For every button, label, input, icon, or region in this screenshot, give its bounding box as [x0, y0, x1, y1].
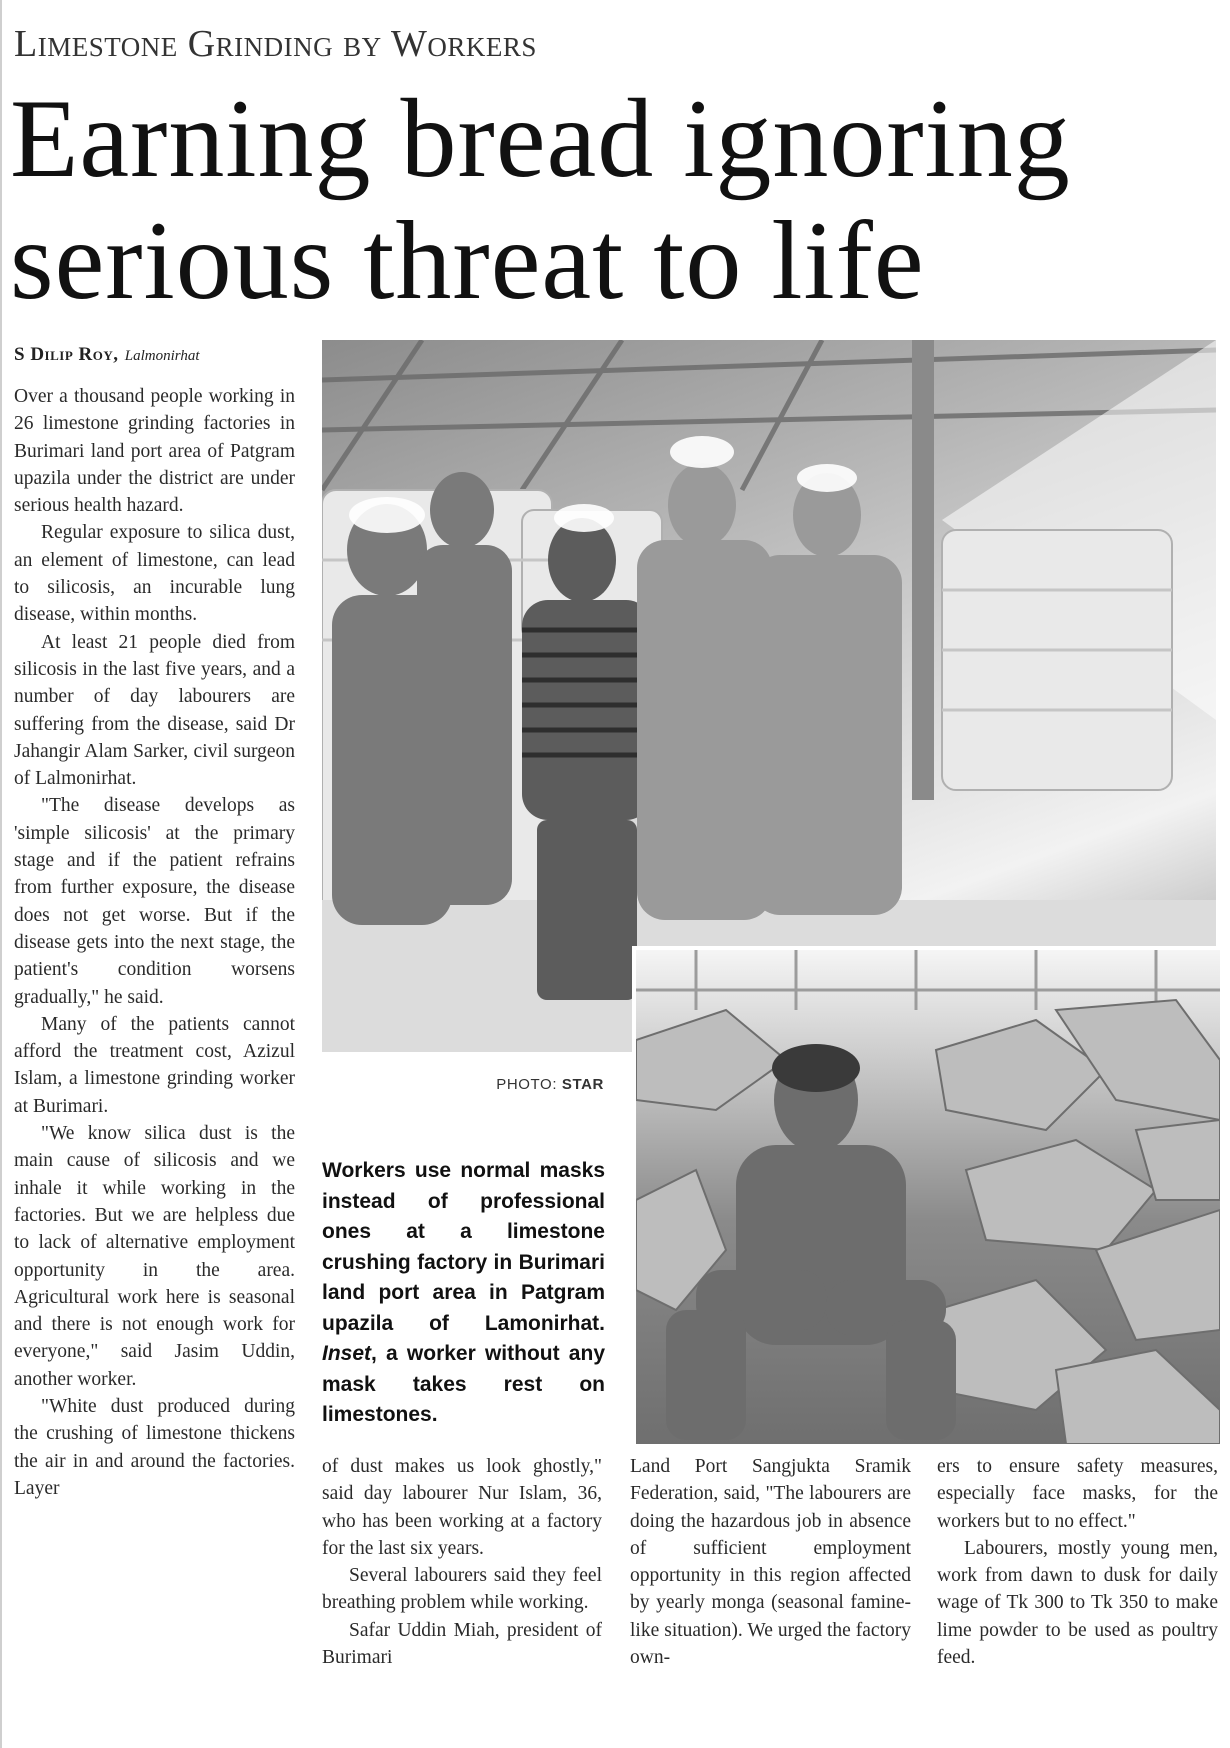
paragraph: Regular exposure to silica dust, an element of limestone, can lead to silicosis, an incurable lung disease, within months.: [14, 522, 295, 626]
paragraph: Many of the patients cannot afford the treatment cost, Azizul Islam, a limestone grinding worker at Burimari.: [14, 1013, 295, 1117]
paragraph-continued: of dust makes us look ghostly," said day labourer Nur Islam, 36, who has been working at a factory for the last six years.: [322, 1456, 602, 1559]
left-margin-rule: [0, 0, 2, 1748]
article-column-1: [14, 383, 295, 1502]
paragraph-continued: Land Port Sangjukta Sramik Federation, said, "The labourers are doing the hazardous job in absence of sufficient employment opportunity in this region affected by yearly monga (seasonal famine-like situation). We urged the factory own-: [630, 1456, 911, 1669]
byline-author: S Dilip Roy,: [14, 344, 119, 365]
kicker: Limestone Grinding by Workers: [14, 23, 537, 65]
byline-place: Lalmonirhat: [124, 348, 200, 364]
paragraph-continued: ers to ensure safety measures, especially face masks, for the workers but to no effect.": [937, 1456, 1218, 1532]
headline-line-2: serious threat to life: [10, 199, 925, 323]
photo-caption: [322, 1156, 605, 1431]
inset-photo-illustration: [636, 950, 1220, 1444]
paragraph: "We know silica dust is the main cause of silicosis and we inhale it while working in the factories. But we are helpless due to lack of alternative employment opportunity in the area. Agricultural work here is seasonal and there is not enough work for everyone," said Jasim Uddin, another worker.: [14, 1123, 295, 1390]
caption-text: Workers use normal masks instead of professional ones at a limestone crushing factory in Burimari land port area in Patgram upazila of Lamonirhat.: [322, 1159, 605, 1335]
caption-text-end: , a worker without any mask takes rest on limestones.: [322, 1342, 605, 1426]
headline-line-1: Earning bread ignoring: [10, 77, 1071, 201]
paragraph: Labourers, mostly young men, work from dawn to dusk for daily wage of Tk 300 to Tk 350 to make lime powder to be used as poultry feed.: [937, 1537, 1218, 1669]
photo-credit-source: STAR: [561, 1076, 604, 1093]
paragraph: "The disease develops as 'simple silicosis' at the primary stage and if the patient refrains from further exposure, the disease does not get worse. But if the disease gets into the next stage, the patient's condition worsens gradually," he said.: [14, 795, 295, 1008]
inset-photo: [632, 946, 1224, 1448]
caption-inset-word: Inset: [322, 1342, 372, 1365]
photo-credit: [488, 1076, 604, 1093]
paragraph: Several labourers said they feel breathing problem while working.: [322, 1565, 602, 1614]
paragraph: "White dust produced during the crushing of limestone thickens the air in and around the factories. Layer: [14, 1395, 295, 1499]
headline: [10, 78, 1220, 322]
article-column-2: [322, 1453, 602, 1671]
article-column-4: [937, 1453, 1218, 1671]
photo-credit-label: PHOTO:: [496, 1076, 558, 1093]
paragraph: Safar Uddin Miah, president of Burimari: [322, 1619, 602, 1669]
article-column-3: [630, 1453, 911, 1671]
paragraph: Over a thousand people working in 26 limestone grinding factories in Burimari land port area of Patgram upazila under the district are under serious health hazard.: [14, 386, 295, 517]
paragraph: At least 21 people died from silicosis in the last five years, and a number of day labourers are suffering from the disease, said Dr Jahangir Alam Sarker, civil surgeon of Lalmonirhat.: [14, 631, 295, 790]
byline: [14, 344, 200, 366]
